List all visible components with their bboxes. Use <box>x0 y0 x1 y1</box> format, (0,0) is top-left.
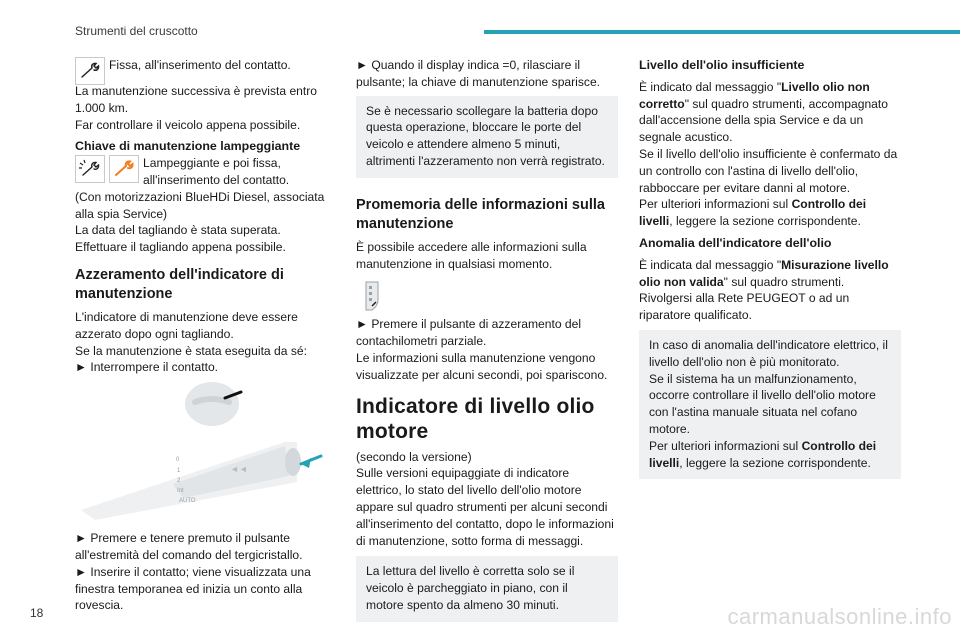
blink-key-line3: La data del tagliando è stata superata. <box>75 223 281 238</box>
running-header: Strumenti del cruscotto <box>75 24 198 38</box>
stalk-symbol-rewind: ◄◄ <box>230 464 248 475</box>
wrench-blinking-icon <box>75 155 105 183</box>
stalk-label-0: 0 <box>176 457 180 464</box>
fixed-key-line2: La manutenzione successiva è prevista entro 1.000 km. <box>75 84 318 115</box>
blink-key-line4: Effettuare il tagliando appena possibile. <box>75 240 286 255</box>
reminder-text: È possibile accedere alle informazioni sulla manutenzione in qualsiasi momento. <box>356 239 587 271</box>
column-right <box>639 57 901 479</box>
step-release: ► Quando il display indica =0, rilasciare il pulsante; la chiave di manutenzione sparisce. <box>356 58 601 89</box>
low-oil-p3: Per ulteriori informazioni sul Controllo dei livelli, leggere la sezione corrispondente. <box>639 197 867 229</box>
steering-wheel-illustration <box>75 376 325 436</box>
blink-key-block <box>75 155 325 189</box>
reset-intro1: L'indicatore di manutenzione deve essere azzerato dopo ogni tagliando. <box>75 309 298 341</box>
trip-reset-button-icon <box>356 280 392 316</box>
stalk-label-2: 2 <box>177 478 181 485</box>
fixed-key-line1: Fissa, all'inserimento del contatto. <box>109 58 291 72</box>
reminder-step: ► Premere il pulsante di azzeramento del contachilometri parziale. <box>356 317 582 349</box>
low-oil-p2: Se il livello dell'olio insufficiente è confermato da un controllo con l'astina di livello dell'olio, rabboccare per evitare danni al motore. <box>639 146 898 195</box>
oil-version: (secondo la versione) <box>356 449 472 464</box>
column-middle <box>356 57 618 622</box>
reset-step3: ► Inserire il contatto; viene visualizzata una finestra temporanea ed inizia un conto alla rovescia. <box>75 564 311 613</box>
blink-key-line2: (Con motorizzazioni BlueHDi Diesel, associata alla spia Service) <box>75 189 325 221</box>
note-oil-fault-a: In caso di anomalia dell'indicatore elettrico, il livello dell'olio non è più monitorato. <box>649 337 888 369</box>
low-oil-p1: È indicato dal messaggio "Livello olio non corretto" sul quadro strumenti, accompagnato dall'accensione della spia Service e da un segnale acustico. <box>639 79 888 145</box>
reset-step2: ► Premere e tenere premuto il pulsante all'estremità del comando del tergicristallo. <box>75 531 303 562</box>
stalk-label-1: 1 <box>177 468 181 475</box>
header-accent-bar <box>484 30 960 34</box>
oil-section-title: Indicatore di livello olio motore <box>356 394 595 443</box>
reminder-result: Le informazioni sulla manutenzione vengono visualizzate per alcuni secondi, poi spariscono. <box>356 350 608 382</box>
note-level-reading: La lettura del livello è corretta solo se il veicolo è parcheggiato in piano, con il motore spento da almeno 30 minuti. <box>356 556 618 621</box>
oil-text: Sulle versioni equipaggiate di indicatore elettrico, lo stato del livello dell'olio motore appare sul quadro strumenti per alcuni secondi all'inserimento del contatto, dopo le informazioni di manutenzione, sotto forma di messaggi. <box>356 466 614 548</box>
low-oil-heading: Livello dell'olio insufficiente <box>639 58 805 72</box>
note-oil-fault-b: Se il sistema ha un malfunzionamento, occorre controllare il livello dell'olio motore con l'astina manuale situata nel cofano motore. <box>649 371 876 436</box>
note-oil-fault <box>639 330 901 479</box>
wrench-orange-icon <box>109 155 139 183</box>
blink-key-heading: Chiave di manutenzione lampeggiante <box>75 139 301 154</box>
watermark: carmanualsonline.info <box>727 604 952 629</box>
note-battery: Se è necessario scollegare la batteria dopo questa operazione, bloccare le porte del veicolo e attendere almeno 5 minuti, altrimenti l'azzeramento non verrà registrato. <box>356 96 618 178</box>
oil-fault-p2: Rivolgersi alla Rete PEUGEOT o ad un riparatore qualificato. <box>639 291 850 323</box>
fixed-key-block <box>75 57 325 85</box>
page-number: 18 <box>30 606 44 620</box>
fixed-key-line3: Far controllare il veicolo appena possibile. <box>75 117 301 132</box>
column-left <box>75 57 325 614</box>
wiper-stalk-illustration <box>75 436 325 522</box>
reminder-heading: Promemoria delle informazioni sulla manutenzione <box>356 196 605 232</box>
blink-key-line1: Lampeggiante e poi fissa, all'inserimento del contatto. <box>143 156 290 187</box>
stalk-label-int: Int <box>177 488 184 495</box>
reset-step1: ► Interrompere il contatto. <box>75 360 219 375</box>
reset-heading: Azzeramento dell'indicatore di manutenzione <box>75 266 284 302</box>
reset-intro2: Se la manutenzione è stata eseguita da sé: <box>75 343 307 358</box>
note-oil-fault-c: Per ulteriori informazioni sul Controllo dei livelli, leggere la sezione corrispondente. <box>649 438 877 470</box>
oil-fault-p1: È indicata dal messaggio "Misurazione livello olio non valida" sul quadro strumenti. <box>639 257 889 289</box>
wrench-icon <box>75 57 105 85</box>
oil-fault-heading: Anomalia dell'indicatore dell'olio <box>639 235 832 250</box>
stalk-label-auto: AUTO <box>179 498 196 505</box>
